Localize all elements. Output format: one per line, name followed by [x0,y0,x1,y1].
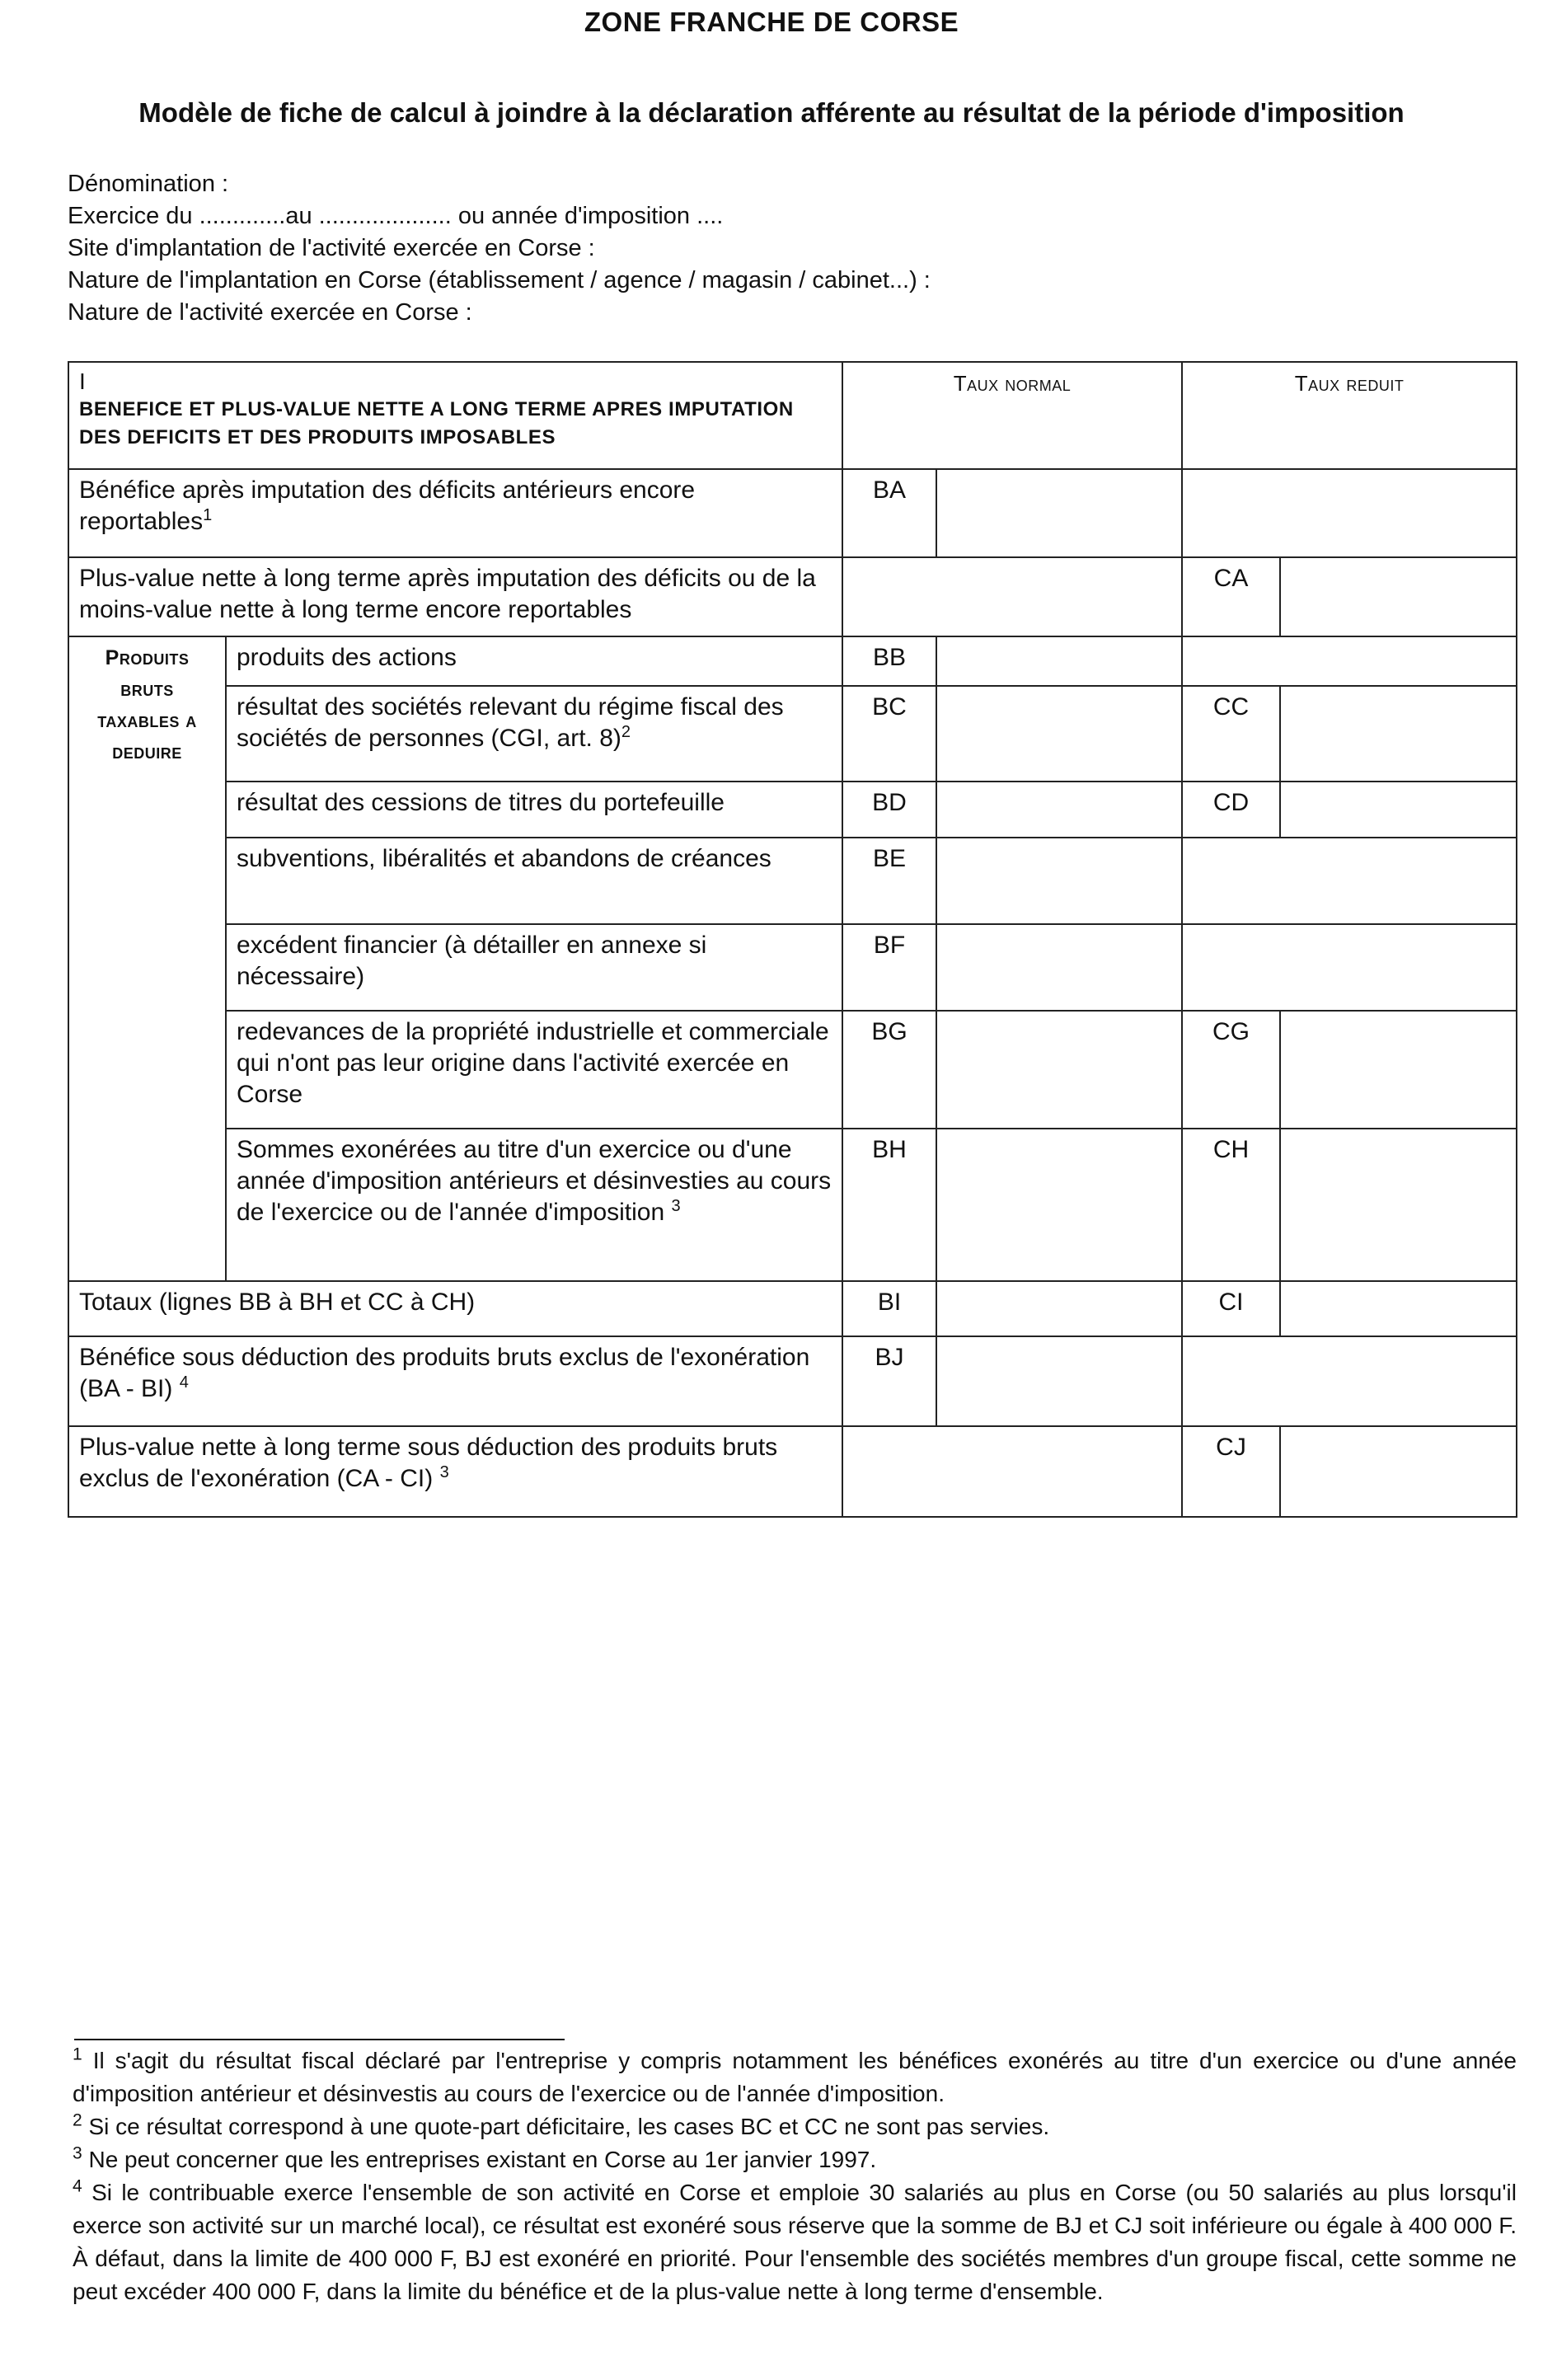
code-bj: BJ [842,1336,936,1426]
table-row [68,636,1517,686]
code-be: BE [842,838,936,924]
input-cd[interactable] [1280,782,1517,838]
row-label: Plus-value nette à long terme sous déduction des produits bruts exclus de l'exonération (CA - CI) $^3$ [68,1426,842,1517]
row-label: Totaux (lignes BB à BH et CC à CH) [68,1281,842,1336]
code-bf: BF [842,924,936,1011]
section-title: BENEFICE ET PLUS-VALUE NETTE A LONG TERME APRES IMPUTATION DES DEFICITS ET DES PRODUITS IMPOSABLES [79,398,794,448]
row-label: produits des actions [226,636,842,686]
field-nature-activite: Nature de l'activité exercée en Corse : [68,299,472,326]
table-row [68,838,1517,924]
empty-cell [842,557,1182,636]
code-cj: CJ [1182,1426,1280,1517]
empty-cell [1182,838,1517,924]
code-ci: CI [1182,1281,1280,1336]
column-header-taux-reduit: Taux reduit [1182,362,1517,469]
empty-cell [1182,1336,1517,1426]
code-cd: CD [1182,782,1280,838]
section-header [68,362,842,469]
calculation-table [68,361,1517,1518]
group-label: Produits bruts taxables a deduire [68,636,226,1281]
row-label: résultat des cessions de titres du portefeuille [226,782,842,838]
section-number: I [79,369,86,394]
input-bc[interactable] [936,686,1182,782]
code-bc: BC [842,686,936,782]
page-title: ZONE FRANCHE DE CORSE [584,7,959,37]
code-ca: CA [1182,557,1280,636]
identification-fields [68,168,931,329]
footnote-3: $^3$ Ne peut concerner que les entreprises existant en Corse au 1er janvier 1997. [73,2143,877,2172]
form-subtitle: Modèle de fiche de calcul à joindre à la déclaration afférente au résultat de la période d'imposition [138,97,1405,128]
input-bg[interactable] [936,1011,1182,1129]
row-label: Bénéfice sous déduction des produits bruts exclus de l'exonération (BA - BI) $^4$ [68,1336,842,1426]
footnote-2: $^2$ Si ce résultat correspond à une quote-part déficitaire, les cases BC et CC ne sont pas servies. [73,2110,1050,2139]
row-label: Plus-value nette à long terme après imputation des déficits ou de la moins-value nette à long terme encore reportables [68,557,842,636]
input-bj[interactable] [936,1336,1182,1426]
code-bd: BD [842,782,936,838]
row-label: excédent financier (à détailler en annexe si nécessaire) [226,924,842,1011]
row-label: résultat des sociétés relevant du régime fiscal des sociétés de personnes (CGI, art. 8)$^2$ [226,686,842,782]
code-bg: BG [842,1011,936,1129]
row-label: redevances de la propriété industrielle et commerciale qui n'ont pas leur origine dans l'activité exercée en Corse [226,1011,842,1129]
code-bi: BI [842,1281,936,1336]
table-row [68,557,1517,636]
empty-cell [1182,924,1517,1011]
row-label: subventions, libéralités et abandons de créances [226,838,842,924]
input-bb[interactable] [936,636,1182,686]
code-ba: BA [842,469,936,557]
row-label: Bénéfice après imputation des déficits antérieurs encore reportables$^1$ [68,469,842,557]
input-ch[interactable] [1280,1129,1517,1281]
input-be[interactable] [936,838,1182,924]
input-bd[interactable] [936,782,1182,838]
code-bh: BH [842,1129,936,1281]
input-bh[interactable] [936,1129,1182,1281]
table-row [68,686,1517,782]
field-site: Site d'implantation de l'activité exercée en Corse : [68,235,595,261]
row-label: Sommes exonérées au titre d'un exercice ou d'une année d'imposition antérieurs et désinvesties au cours de l'exercice ou de l'année d'imposition $^3$ [226,1129,842,1281]
code-bb: BB [842,636,936,686]
code-cg: CG [1182,1011,1280,1129]
field-exercice: Exercice du .............au .................... ou année d'imposition .... [68,203,724,229]
empty-cell [1182,636,1517,686]
field-denomination: Dénomination : [68,171,229,197]
code-ch: CH [1182,1129,1280,1281]
input-ba[interactable] [936,469,1182,557]
input-cj[interactable] [1280,1426,1517,1517]
field-nature-implantation: Nature de l'implantation en Corse (établissement / agence / magasin / cabinet...) : [68,267,931,293]
input-ca[interactable] [1280,557,1517,636]
table-row [68,1281,1517,1336]
table-row [68,1011,1517,1129]
table-row [68,1129,1517,1281]
footnote-separator [74,2039,565,2040]
footnotes [73,2044,1517,2308]
input-cc[interactable] [1280,686,1517,782]
footnote-1: $^1$ Il s'agit du résultat fiscal déclaré par l'entreprise y compris notamment les bénéfices exonérés au titre d'un exercice ou d'une année d'imposition antérieur et désinvestis au cours de l'exercice ou de l'année d'imposition. [73,2044,1517,2106]
footnote-4: $^4$ Si le contribuable exerce l'ensemble de son activité en Corse et emploie 30 salariés au plus en Corse (ou 50 salariés au plus lorsqu'il exerce son activité sur un marché local), ce résultat est exonéré sous réserve que la somme de BJ et CJ soit inférieure ou égale à 400 000 F. À défaut, dans la limite de 400 000 F, BJ est exonéré en priorité. Pour l'ensemble des sociétés membres d'un groupe fiscal, cette somme ne peut excéder 400 000 F, dans la limite du bénéfice et de la plus-value nette à long terme d'ensemble. [73,2176,1517,2304]
input-bi[interactable] [936,1281,1182,1336]
input-bf[interactable] [936,924,1182,1011]
table-row [68,924,1517,1011]
table-row [68,1336,1517,1426]
table-header-row [68,362,1517,469]
column-header-taux-normal: Taux normal [842,362,1182,469]
table-row [68,782,1517,838]
code-cc: CC [1182,686,1280,782]
table-row [68,1426,1517,1517]
empty-cell [842,1426,1182,1517]
empty-cell [1182,469,1517,557]
table-row [68,469,1517,557]
input-ci[interactable] [1280,1281,1517,1336]
input-cg[interactable] [1280,1011,1517,1129]
